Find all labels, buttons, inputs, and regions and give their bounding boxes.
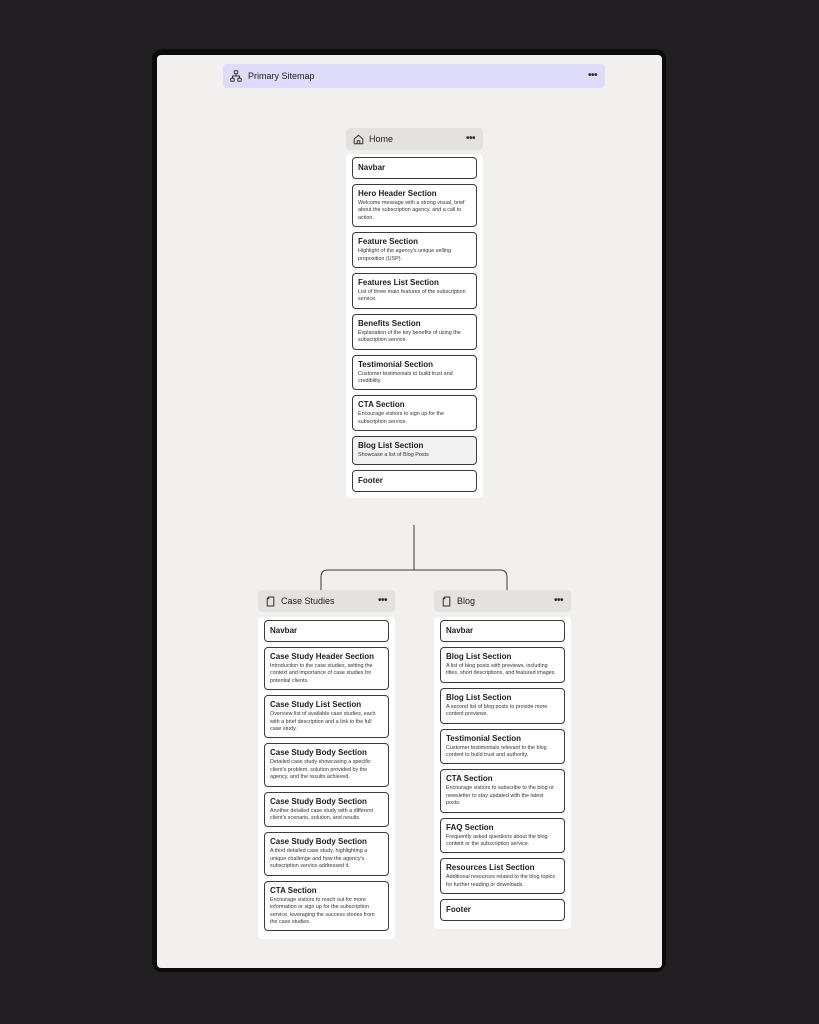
section-title: Footer	[446, 905, 471, 915]
section-description: Another detailed case study with a different client's scenario, solution, and results.	[270, 807, 373, 822]
section-card-case-study-header[interactable]	[264, 647, 389, 690]
section-card-benefits[interactable]	[352, 314, 477, 350]
section-title: Blog List Section	[446, 652, 512, 661]
section-description: Encourage visitors to sign up for the subscription service.	[358, 411, 444, 425]
section-list-case-studies	[258, 617, 395, 939]
section-title: Case Study List Section	[270, 700, 362, 710]
section-description: Frequently asked questions about the blog content or the subscription service.	[446, 833, 548, 848]
section-title: Case Study Body Section	[270, 837, 367, 847]
section-card-features-list[interactable]	[352, 273, 477, 309]
section-description: Customer testimonials relevant to the blog content to build trust and authority.	[446, 744, 547, 759]
section-description: Customer testimonials to build trust and credibility.	[358, 370, 453, 385]
section-description: Encourage visitors to reach out for more information or sign up for the subscription service, leveraging the success stories from the case studies.	[270, 896, 375, 925]
section-description: Welcome message with a strong visual, brief about the subscription agency, and a call to action.	[358, 200, 465, 221]
page-more-icon[interactable]: •••	[377, 595, 387, 606]
page-more-icon[interactable]: •••	[553, 595, 563, 606]
section-card-footer[interactable]	[352, 470, 477, 492]
page-header-blog[interactable]	[434, 590, 571, 612]
section-title: FAQ Section	[446, 822, 494, 832]
section-card-case-study-body[interactable]	[264, 743, 389, 786]
page-header-home[interactable]	[346, 128, 483, 150]
section-title: Navbar	[270, 626, 298, 635]
page-icon	[441, 596, 452, 607]
section-title: Blog List Section	[446, 692, 512, 702]
section-list-home	[346, 154, 483, 498]
section-title: Benefits Section	[358, 318, 421, 328]
page-title-blog: Blog	[457, 596, 476, 606]
section-card-footer[interactable]	[440, 899, 565, 921]
section-title: Testimonial Section	[446, 733, 521, 743]
section-description: Encourage visitors to subscribe to the blog or newsletter to stay updated with the latest posts.	[446, 785, 554, 807]
section-description: Detailed case study showcasing a specific client's problem, solution provided by the agency, and the results achieved.	[270, 759, 371, 781]
section-title: CTA Section	[446, 774, 493, 784]
section-title: Hero Header Section	[358, 189, 437, 198]
section-title: Navbar	[446, 626, 474, 635]
section-title: Case Study Body Section	[270, 796, 367, 806]
section-title: Navbar	[358, 163, 386, 172]
sitemap-canvas[interactable]	[157, 55, 662, 968]
page-header-case-studies[interactable]	[258, 590, 395, 612]
section-card-feature[interactable]	[352, 232, 477, 268]
section-card-blog-list[interactable]	[440, 688, 565, 724]
section-description: A list of blog posts with previews, including titles, short descriptions, and featured images.	[446, 663, 556, 677]
section-card-cta[interactable]	[440, 769, 565, 812]
section-card-blog-list[interactable]	[352, 436, 477, 464]
section-title: Footer	[358, 475, 383, 485]
section-title: Features List Section	[358, 278, 439, 288]
section-card-faq[interactable]	[440, 818, 565, 854]
section-card-cta[interactable]	[352, 395, 477, 431]
page-title-case-studies: Case Studies	[281, 596, 335, 606]
section-card-case-study-body[interactable]	[264, 832, 389, 875]
section-title: Case Study Header Section	[270, 652, 375, 661]
section-card-navbar[interactable]	[440, 620, 565, 642]
section-description: Showcase a list of Blog Posts	[358, 452, 429, 459]
page-title-home: Home	[369, 134, 394, 144]
section-description: Explanation of the key benefits of using the subscription service.	[358, 329, 461, 344]
section-title: Testimonial Section	[358, 359, 433, 369]
section-title: Feature Section	[358, 237, 419, 247]
section-title: Resources List Section	[446, 863, 535, 873]
home-icon	[353, 134, 364, 145]
section-card-cta[interactable]	[264, 881, 389, 932]
section-card-testimonial[interactable]	[352, 355, 477, 391]
section-card-case-study-body[interactable]	[264, 792, 389, 828]
section-card-testimonial[interactable]	[440, 729, 565, 765]
section-card-resources-list[interactable]	[440, 858, 565, 894]
section-description: Additional resources related to the blog topics for further reading or downloads.	[446, 874, 556, 888]
section-card-hero-header[interactable]	[352, 184, 477, 227]
section-card-blog-list[interactable]	[440, 647, 565, 683]
section-description: Highlight of the agency's unique selling proposition (USP).	[358, 248, 452, 262]
section-card-case-study-list[interactable]	[264, 695, 389, 738]
section-title: Blog List Section	[358, 441, 424, 451]
section-description: A third detailed case study, highlighting a unique challenge and how the agency's subscription service addressed it.	[270, 848, 368, 870]
section-card-navbar[interactable]	[264, 620, 389, 642]
page-more-icon[interactable]: •••	[465, 133, 475, 144]
section-title: CTA Section	[270, 885, 317, 895]
section-list-blog	[434, 617, 571, 929]
section-description: A second list of blog posts to provide more content previews.	[446, 703, 548, 718]
section-description: List of three main features of the subscription service.	[358, 289, 466, 303]
page-icon	[265, 596, 276, 607]
section-title: Case Study Body Section	[270, 748, 367, 758]
section-description: Overview list of available case studies, each with a brief description and a link to the full case study.	[270, 711, 376, 733]
section-card-navbar[interactable]	[352, 157, 477, 179]
section-title: CTA Section	[358, 400, 405, 410]
sitemap-more-icon[interactable]: •••	[587, 70, 597, 81]
sitemap-title: Primary Sitemap	[248, 71, 315, 81]
section-description: Introduction to the case studies, setting the context and importance of case studies for potential clients.	[270, 663, 373, 684]
